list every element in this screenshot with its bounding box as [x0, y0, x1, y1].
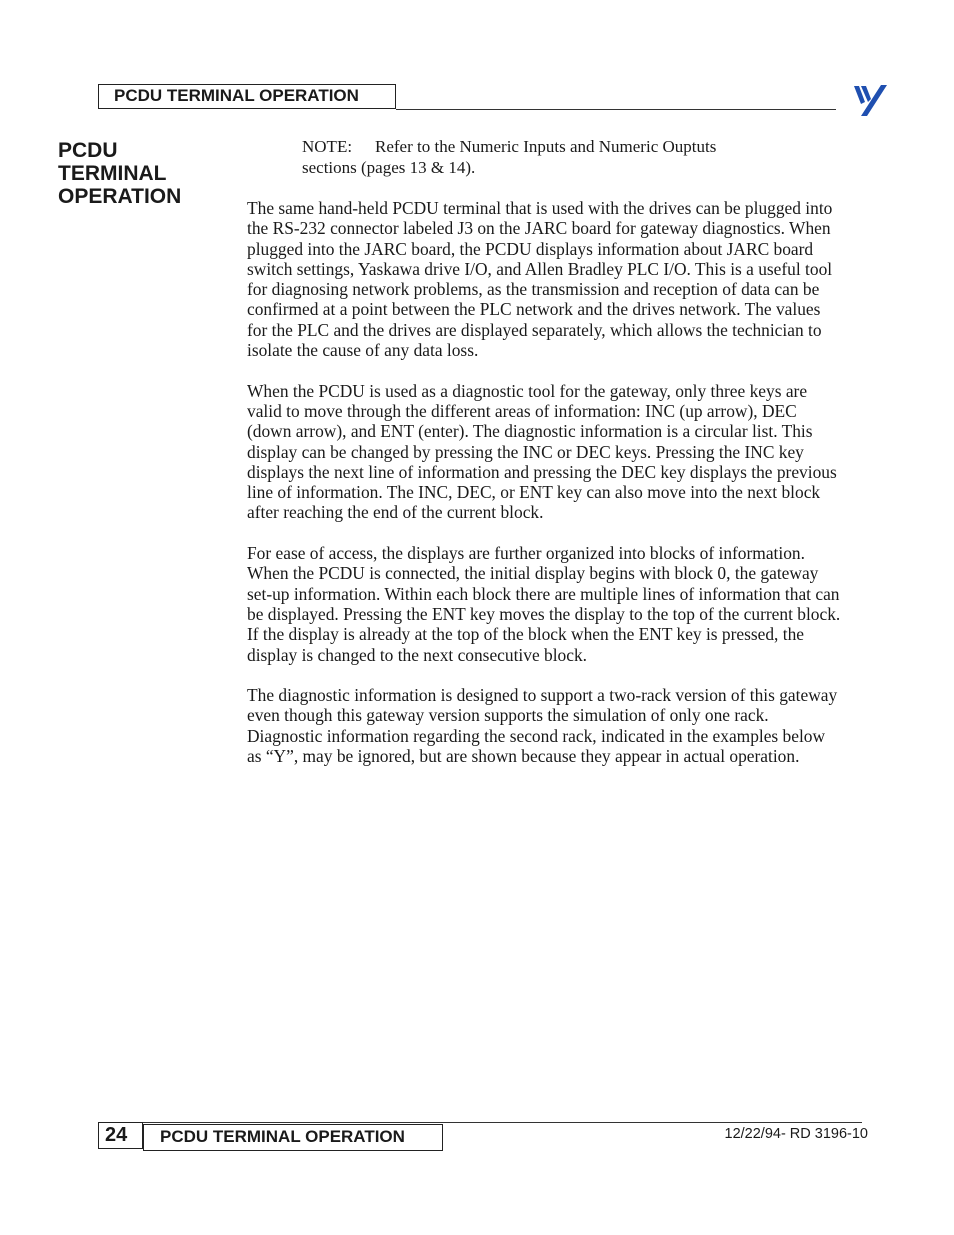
- note-label: NOTE:: [302, 137, 353, 156]
- note-text-line: Refer to the Numeric Inputs and Numeric Ouptuts: [375, 137, 717, 156]
- side-heading-line: OPERATION: [58, 185, 182, 208]
- paragraph: For ease of access, the displays are further organized into blocks of information. When the PCDU is connected, the initial display begins with block 0, the gateway set-up information. Within each block there are multiple lines of information that can be displayed. Pressing the ENT key moves the display to the top of the current block. If the display is already at the top of the block when the ENT key is pressed, the display is changed to the next consecutive block.: [247, 543, 841, 665]
- footer-section-title: [143, 1124, 443, 1151]
- body-text: [247, 198, 841, 787]
- paragraph: When the PCDU is used as a diagnostic tool for the gateway, only three keys are valid to move through the different areas of information: INC (up arrow), DEC (down arrow), and ENT (enter). The diagnostic information is a circular list. This display can be changed by pressing the INC or DEC keys. Pressing the INC key displays the next line of information and pressing the DEC key displays the previous line of information. The INC, DEC, or ENT key can also move into the next block after reaching the end of the current block.: [247, 380, 837, 523]
- footer-rule: [143, 1122, 862, 1123]
- paragraph: The diagnostic information is designed to support a two-rack version of this gateway even though this gateway version supports the simulation of only one rack. Diagnostic information regarding the second rack, indicated in the examples below as “Y”, may be ignored, but are shown because they appear in actual operation.: [247, 685, 838, 767]
- header-title-text: PCDU TERMINAL OPERATION: [114, 86, 359, 105]
- note-block: [302, 137, 822, 178]
- yaskawa-logo-icon: [852, 83, 888, 117]
- page-number: 24: [98, 1122, 143, 1149]
- side-heading: [58, 139, 228, 208]
- paragraph: The same hand-held PCDU terminal that is used with the drives can be plugged into the RS-232 connector labeled J3 on the JARC board for gateway diagnostics. When plugged into the JARC board, the PCDU displays information about JARC board switch settings, Yaskawa drive I/O, and Allen Bradley PLC I/O. This is a useful tool for diagnosing network problems, as the transmission and reception of data can be confirmed at a point between the PLC network and the drives network. The values for the PLC and the drives are displayed separately, which allows the technician to isolate the cause of any data loss.: [247, 198, 833, 361]
- footer-doc-ref: 12/22/94- RD 3196-10: [724, 1126, 868, 1142]
- side-heading-line: PCDU: [58, 139, 118, 162]
- note-text-line: sections (pages 13 & 14).: [302, 157, 476, 177]
- header-rule: [396, 109, 836, 110]
- header-section-title: [98, 84, 396, 109]
- side-heading-line: TERMINAL: [58, 162, 167, 185]
- footer-section-text: PCDU TERMINAL OPERATION: [160, 1127, 405, 1146]
